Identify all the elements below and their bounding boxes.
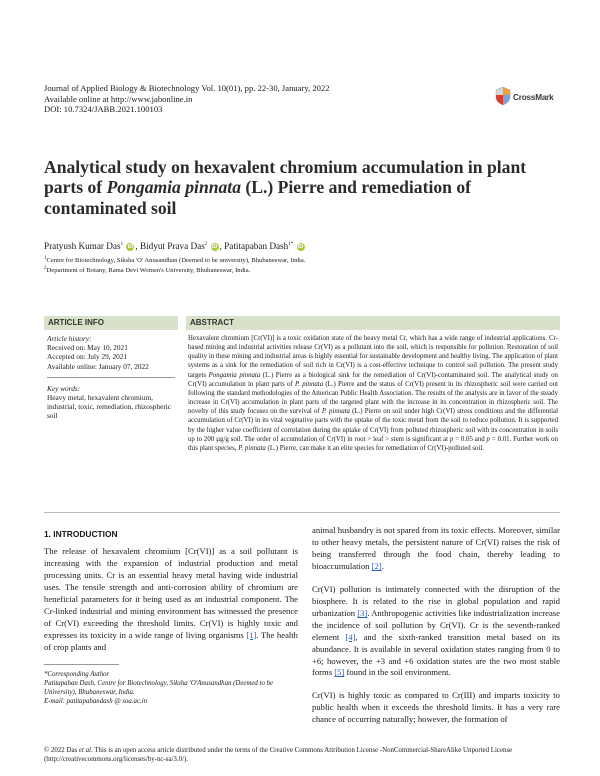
abstract-text: Hexavalent chromium [Cr(VI)] is a toxic oxidation state of the heavy metal Cr, which has a wide range of industrial applications. Cr-based mining and industrial activities release Cr(VI) as a pollutant into the soil, which is responsible for pollution. Restoration of soil quality in these mining and industrial areas is highly essential for sustainable development and healthy living. The application of plant systems as a sink for the remediation of soil rich in Cr(VI) is a cost-effective technique to control soil pollution. The present study targets Pongamia pinnata (L.) Pierre as a biological sink for the remediation of Cr(VI)-contaminated soil. The analytical study on Cr(VI) accumulation in plant parts of P. pinnata (L.) Pierre and the status of Cr(VI) present in its rhizospheric soil were carried out following the standard methodologies of the American Public Health Association. The results of the analysis are in favor of the steady increase in Cr(VI) accumulation in plant parts of the targeted plant with the increase in its concentration in rhizospheric soil. The novelty of this study focuses on the survival of P. pinnata (L.) Pierre on soil under high Cr(VI) stress conditions and the differential accumulation of Cr(VI) in its vital vegetative parts with the uptake of the toxic metal from the soil to reduce pollution. It is supported by the higher value coefficient of correlation during the uptake of Cr(VI) from polluted rhizospheric soil with its concentration in soils up to 200 µg/g soil. The order of accumulation of Cr(VI) in root > leaf > stem is significant at p = 0.05 and p = 0.01. Further work on this plant species, P. pinnata (L.) Pierre, can make it an elite species for remediation of Cr(VI)-polluted soil. xyxy=(188,335,558,452)
section-heading: 1. INTRODUCTION xyxy=(44,529,118,539)
author-list: Pratyush Kumar Das$^1$ iD , Bidyut Prava Das$^2$ iD , Patitapaban Dash$^{1*}$ iD xyxy=(44,241,304,251)
license-footer: © 2022 Das et al. This is an open access article distributed under the terms of the Creative Commons Attribution License -NonCommercial-ShareAlike Unported License (http://creativecommons.org/licenses/by-nc-sa/3.0/). xyxy=(44,747,513,764)
divider xyxy=(44,664,119,665)
divider xyxy=(47,377,175,378)
corresponding-email[interactable]: E-mail: patitapabandash @ soa.ac.in xyxy=(44,697,148,705)
title-species: Pongamia pinnata xyxy=(106,177,241,198)
citation-link[interactable]: [3] xyxy=(357,607,368,618)
abstract-heading: ABSTRACT xyxy=(186,316,560,330)
affiliations xyxy=(44,256,305,275)
article-title: Analytical study on hexavalent chromium accumulation in plant parts of Pongamia pinnata (L.) Pierre and remediation of contaminated soil xyxy=(44,157,527,218)
right-column xyxy=(312,525,560,737)
journal-doi: DOI: 10.7324/JABB.2021.100103 xyxy=(44,104,163,115)
citation-link[interactable]: [5] xyxy=(334,667,345,678)
keywords: Heavy metal, hexavalent chromium, industrial, toxic, remediation, rhizospheric soil xyxy=(47,393,172,421)
author-name: Patitapaban Dash xyxy=(224,241,289,251)
orcid-icon[interactable]: iD xyxy=(297,243,304,250)
divider xyxy=(44,512,560,513)
journal-header xyxy=(44,83,330,115)
paragraph: Cr(VI) pollution is intimately connected with the disruption of the biosphere. It is related to the rise in global population and rapid urbanization [3]. Anthropogenic activities like industrialization increase the incidence of soil pollution by Cr(VI). Cr is the seventh-ranked element [4], and the sixth-ranked transition metal based on its abundance. It is available in several oxidation states ranging from 0 to +6; however, the +3 and +6 oxidation states are the two most stable forms [5] found in the soil environment. xyxy=(312,583,560,678)
paragraph: animal husbandry is not spared from its toxic effects. Moreover, similar to other heavy metals, the persistent nature of Cr(VI) raises the risk of being transferred through the food chain, thereby leading to bioaccumulation [2]. xyxy=(312,525,560,571)
corresponding-label: *Corresponding Author xyxy=(44,671,110,678)
author-name: Pratyush Kumar Das xyxy=(44,241,121,251)
citation-link[interactable]: [1] xyxy=(246,629,257,640)
crossmark-badge[interactable] xyxy=(494,86,558,110)
citation-link[interactable]: [2] xyxy=(371,560,382,571)
accepted-date: Accepted on: July 29, 2021 xyxy=(47,352,128,362)
affiliation-2: $^2$Department of Botany, Rama Devi Women's University, Bhubaneswar, India. xyxy=(44,265,251,274)
received-date: Received on: May 10, 2021 xyxy=(47,343,128,353)
left-column xyxy=(44,525,298,665)
corresponding-author xyxy=(44,671,298,707)
author-name: Bidyut Prava Das xyxy=(139,241,205,251)
abstract-panel xyxy=(186,316,560,453)
history-label: Article history: xyxy=(47,334,92,343)
orcid-icon[interactable]: iD xyxy=(127,243,134,250)
paragraph: Cr(VI) is highly toxic as compared to Cr(III) and imparts toxicity to public health when it exceeds the threshold limits. It has a very rare chance of occurring naturally; however, the formation of xyxy=(312,690,560,725)
available-date: Available online: January 07, 2022 xyxy=(47,361,149,371)
crossmark-label: CrossMark xyxy=(513,93,554,102)
journal-citation: Journal of Applied Biology & Biotechnology Vol. 10(01), pp. 22-30, January, 2022 xyxy=(44,83,330,93)
article-info-panel xyxy=(44,316,178,421)
keywords-label: Key words: xyxy=(47,383,81,393)
corresponding-details: Patitapaban Dash, Centre for Biotechnology, Siksha 'O'Anusandhan (Deemed to be University), Bhubaneswar, India. xyxy=(44,679,274,696)
orcid-icon[interactable]: iD xyxy=(211,243,218,250)
article-info-heading: ARTICLE INFO xyxy=(44,316,178,330)
crossmark-icon xyxy=(494,86,512,106)
journal-website: Available online at http://www.jabonline.in xyxy=(44,93,193,104)
citation-link[interactable]: [4] xyxy=(345,631,356,642)
affiliation-1: $^1$Centre for Biotechnology, Siksha 'O' Anusandhan (Deemed to be university), Bhubaneswar, India. xyxy=(44,255,306,264)
intro-paragraph: The release of hexavalent chromium [Cr(VI)] as a soil pollutant is increasing with the expansion of industrial production and metal processing units. Cr is an essential heavy metal having wide industrial uses. The tensile strength and anti-corrosion ability of chromium are beneficial parameters for it being used as an industrial component. The Cr-linked industrial and mining environment has witnessed the presence of Cr(VI) exceeding the threshold limits. Cr(VI) is highly toxic and expresses its toxicity in a wide range of living organisms [1]. The health of crop plants and xyxy=(44,545,298,652)
